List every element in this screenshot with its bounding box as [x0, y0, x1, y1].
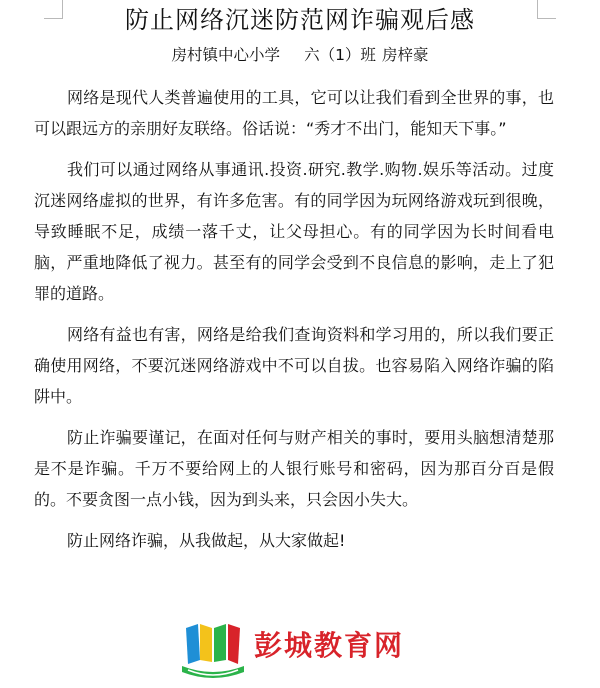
article-body [34, 82, 554, 556]
open-book-icon [178, 616, 248, 680]
byline-class: 六（1）班 [304, 46, 376, 64]
paragraph: 网络有益也有害，网络是给我们查询资料和学习用的，所以我们要正确使用网络，不要沉迷网络游戏中不可以自拔。也容易陷入网络诈骗的陷阱中。 [34, 325, 554, 406]
byline-author: 房梓豪 [381, 46, 429, 64]
paragraph: 网络是现代人类普遍使用的工具，它可以让我们看到全世界的事，也可以跟远方的亲朋好友联络。俗话说：“秀才不出门，能知天下事。” [34, 88, 554, 138]
paragraph: 防止诈骗要谨记，在面对任何与财产相关的事时，要用头脑想清楚那是不是诈骗。千万不要给网上的人银行账号和密码，因为那百分百是假的。不要贪图一点小钱，因为到头来，只会因小失大。 [34, 428, 554, 509]
paragraph: 我们可以通过网络从事通讯.投资.研究.教学.购物.娱乐等活动。过度沉迷网络虚拟的世界，有许多危害。有的同学因为玩网络游戏玩到很晚，导致睡眠不足，成绩一落千丈，让父母担心。有的同学因为长时间看电脑，严重地降低了视力。甚至有的同学会受到不良信息的影响，走上了犯罪的道路。 [34, 160, 554, 303]
paragraph: 防止网络诈骗，从我做起，从大家做起! [67, 531, 346, 550]
site-logo [178, 616, 428, 680]
byline-school: 房村镇中心小学 [171, 46, 281, 64]
document-title: 防止网络沉迷防范网诈骗观后感 [125, 6, 475, 34]
logo-text: 彭城教育网 [254, 629, 405, 662]
author-byline [0, 44, 600, 66]
